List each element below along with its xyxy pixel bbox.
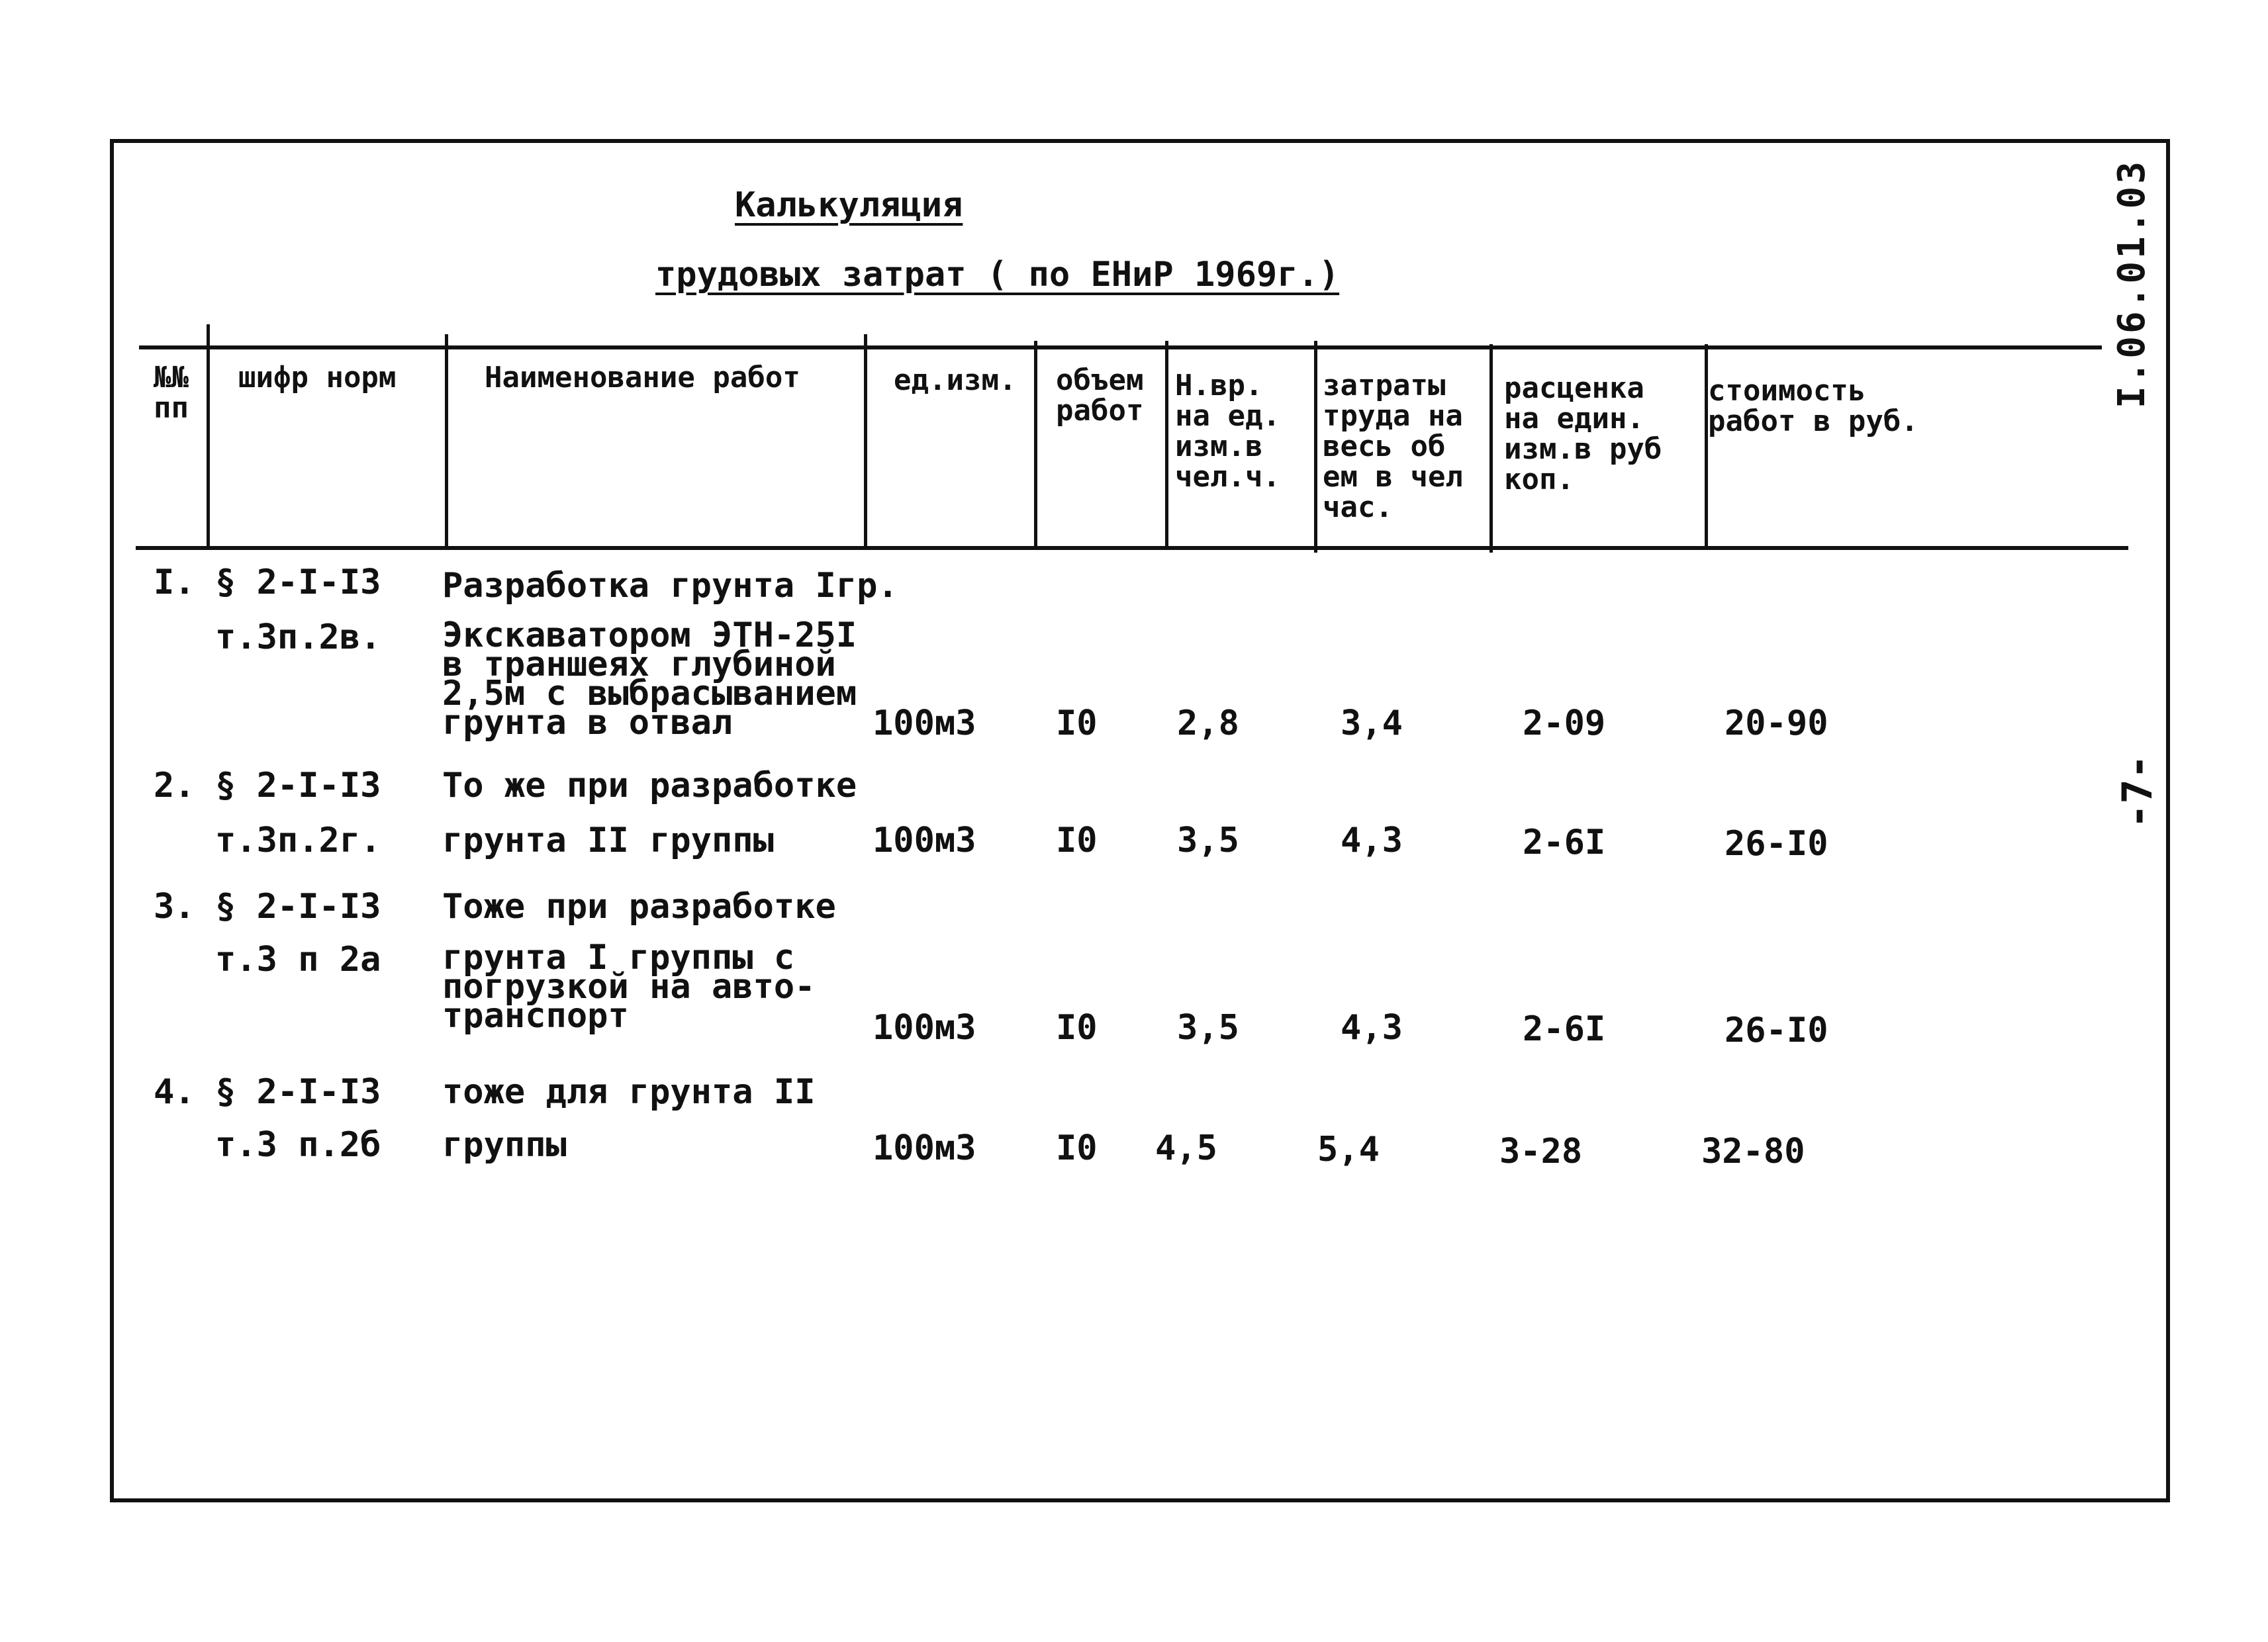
row-3-cost: 26-I0: [1725, 1011, 1828, 1050]
row-1-num: I.: [154, 563, 195, 602]
document-title: Калькуляция: [735, 185, 963, 225]
row-2-name-detail: грунта II группы: [442, 821, 774, 860]
header-labor: затраты труда на весь об ем в чел час.: [1323, 369, 1463, 524]
column-divider: [207, 324, 210, 546]
column-divider: [1489, 344, 1493, 553]
header-rate: расценка на един. изм.в руб коп.: [1504, 371, 1662, 496]
row-2-name: То же при разработке: [442, 766, 857, 805]
document-code: I.06.01.03: [2110, 159, 2153, 409]
row-1-name-detail: Экскаватором ЭТН-25I в траншеях глубиной 2,5м с выбрасыванием грунта в отвал: [442, 616, 857, 743]
row-1-norm-time: 2,8: [1177, 704, 1239, 743]
row-1-labor: 3,4: [1341, 704, 1403, 743]
column-divider: [1165, 341, 1168, 546]
row-2-unit: 100м3: [873, 821, 976, 860]
header-unit: ед.изм.: [894, 363, 1017, 397]
row-2-labor: 4,3: [1341, 821, 1403, 860]
page-frame: [110, 139, 2170, 1502]
row-2-cost: 26-I0: [1725, 824, 1828, 864]
row-4-num: 4.: [154, 1072, 195, 1112]
row-4-unit: 100м3: [873, 1128, 976, 1168]
row-1-name: Разработка грунта Iгр.: [442, 566, 898, 606]
column-divider: [445, 334, 448, 546]
table-top-rule: [139, 345, 2102, 349]
header-code: шифр норм: [238, 361, 397, 394]
row-3-norm-time: 3,5: [1177, 1008, 1239, 1048]
row-4-labor: 5,4: [1317, 1130, 1380, 1169]
row-3-name: Тоже при разработке: [442, 887, 836, 927]
header-name: Наименование работ: [485, 361, 800, 394]
document-subtitle: трудовых затрат ( по ЕНиР 1969г.): [655, 255, 1340, 295]
row-3-rate: 2-6I: [1523, 1009, 1606, 1049]
header-cost: стоимость работ в руб.: [1708, 374, 1918, 438]
row-2-norm-time: 3,5: [1177, 821, 1239, 860]
row-4-volume: I0: [1056, 1128, 1098, 1168]
row-1-rate: 2-09: [1523, 704, 1606, 743]
row-4-code-ref: т.3 п.2б: [215, 1125, 381, 1165]
row-3-code: § 2-I-I3: [215, 887, 381, 927]
header-volume: объем работ: [1056, 363, 1144, 428]
row-2-code: § 2-I-I3: [215, 766, 381, 805]
column-divider: [1034, 341, 1037, 546]
row-2-code-ref: т.3п.2г.: [215, 821, 381, 860]
row-3-volume: I0: [1056, 1008, 1098, 1048]
row-1-unit: 100м3: [873, 704, 976, 743]
column-divider: [1314, 341, 1317, 553]
row-3-name-detail: грунта I группы с погрузкой на авто- транспорт: [442, 938, 816, 1036]
row-4-rate: 3-28: [1499, 1132, 1583, 1171]
row-2-num: 2.: [154, 766, 195, 805]
row-3-unit: 100м3: [873, 1008, 976, 1048]
row-2-volume: I0: [1056, 821, 1098, 860]
row-1-cost: 20-90: [1725, 704, 1828, 743]
row-1-code: § 2-I-I3: [215, 563, 381, 602]
table-header-bottom-rule: [136, 546, 2128, 550]
row-4-code: § 2-I-I3: [215, 1072, 381, 1112]
row-4-cost: 32-80: [1701, 1132, 1805, 1171]
header-norm-time: Н.вр. на ед. изм.в чел.ч.: [1175, 369, 1280, 494]
row-4-name: тоже для грунта II: [442, 1072, 816, 1112]
row-2-rate: 2-6I: [1523, 823, 1606, 862]
column-divider: [864, 334, 867, 546]
row-3-labor: 4,3: [1341, 1008, 1403, 1048]
page-number: -7-: [2113, 754, 2161, 829]
row-4-norm-time: 4,5: [1155, 1128, 1217, 1168]
row-3-code-ref: т.3 п 2а: [215, 940, 381, 980]
row-1-volume: I0: [1056, 704, 1098, 743]
row-1-code-ref: т.3п.2в.: [215, 617, 381, 657]
header-num: №№ пп: [154, 361, 189, 425]
row-3-num: 3.: [154, 887, 195, 927]
row-4-name-detail: группы: [442, 1125, 567, 1165]
